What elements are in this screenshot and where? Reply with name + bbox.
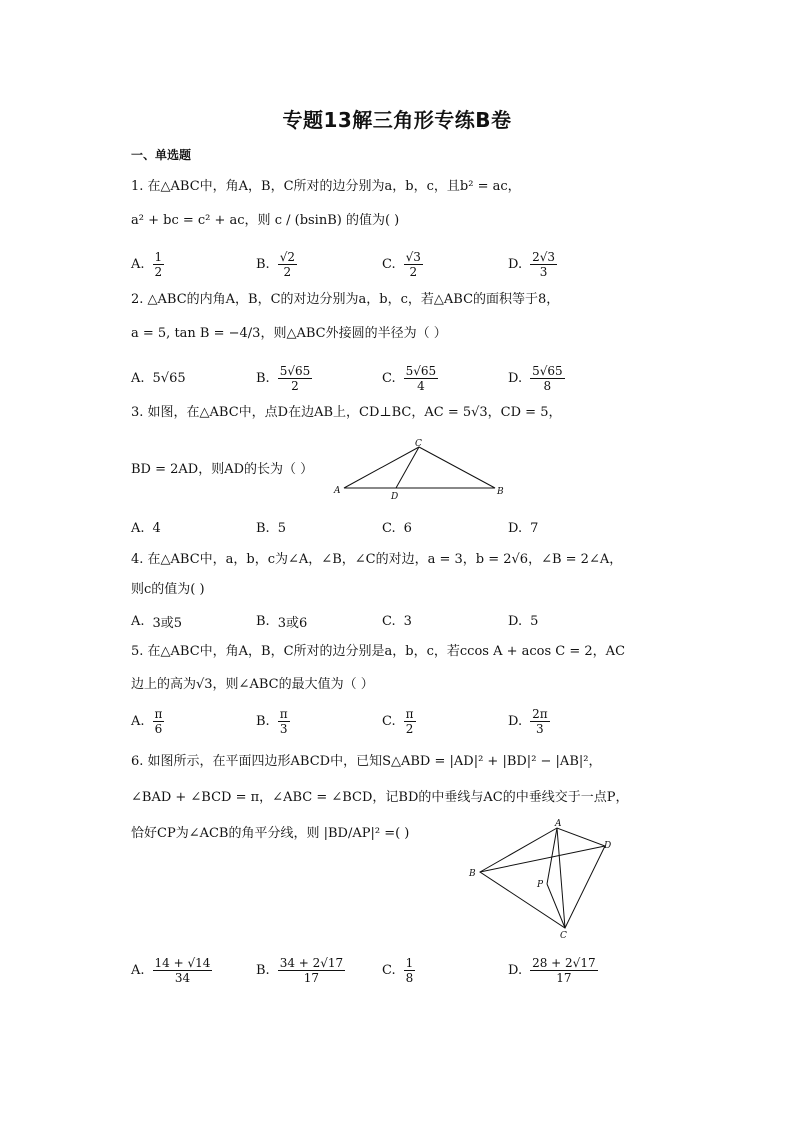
q3-option-c[interactable]: C. 6 (382, 520, 412, 536)
q3-option-d[interactable]: D. 7 (508, 520, 539, 536)
q3-label-c: C (415, 439, 422, 449)
q5-option-c[interactable]: C. $\frac{\pi}{2}$ (382, 706, 414, 736)
q3-options (131, 508, 691, 548)
q2-option-c[interactable]: C. $\frac{5√65}{4}$ (382, 363, 437, 393)
q2-line-2: a = 5, tan B = −4/3，则△ABC外接圆的半径为（ ） (131, 326, 447, 341)
q3-label-b: B (497, 487, 504, 497)
q3-line-2: BD = 2AD，则AD的长为（ ） (131, 462, 314, 477)
q3-option-a[interactable]: A. 4 (131, 520, 161, 536)
q6-label-p: P (537, 880, 544, 890)
q5-option-d[interactable]: D. $\frac{2\pi}{3}$ (508, 706, 548, 736)
q3-label-d: D (391, 492, 399, 502)
q1-line-1: 1. 在△ABC中，角A，B，C所对的边分别为a，b，c，且b² = ac， (131, 179, 521, 194)
q6-line-3: 恰好CP为∠ACB的角平分线，则 |BD/AP|² =( ) (131, 826, 410, 841)
q1-option-b[interactable]: B. $\frac{√2}{2}$ (256, 249, 295, 279)
q4-line-1: 4. 在△ABC中，a，b，c为∠A，∠B，∠C的对边，a = 3，b = 2√6，∠B = 2∠A， (131, 552, 623, 567)
q6-option-d[interactable]: D. $\frac{28 + 2√17}{17}$ (508, 955, 596, 985)
q5-options (131, 701, 691, 741)
q6-quadrilateral-figure (464, 816, 624, 942)
q1-line-2: a² + bc = c² + ac，则 c / (bsinB) 的值为( ) (131, 213, 400, 228)
q6-label-b: B (469, 869, 476, 879)
q5-option-b[interactable]: B. $\frac{\pi}{3}$ (256, 706, 288, 736)
q6-option-c[interactable]: C. $\frac{1}{8}$ (382, 955, 414, 985)
q6-option-a[interactable]: A. $\frac{14 + √14}{34}$ (131, 955, 211, 985)
q4-option-c[interactable]: C. 3 (382, 613, 412, 629)
q3-label-a: A (334, 486, 341, 496)
q6-option-b[interactable]: B. $\frac{34 + 2√17}{17}$ (256, 955, 344, 985)
q3-option-b[interactable]: B. 5 (256, 520, 286, 536)
q1-option-a[interactable]: A. $\frac{1}{2}$ (131, 249, 163, 279)
q6-label-d: D (604, 841, 612, 851)
q4-options (131, 601, 691, 641)
q3-line-1: 3. 如图，在△ABC中，点D在边AB上，CD⊥BC，AC = 5√3，CD = 5， (131, 405, 562, 420)
q6-options (131, 950, 691, 990)
q6-line-1: 6. 如图所示，在平面四边形ABCD中，已知S△ABD = |AD|² + |BD|² − |AB|²， (131, 754, 602, 769)
q2-option-b[interactable]: B. $\frac{5√65}{2}$ (256, 363, 311, 393)
page-title: 专题13解三角形专练B卷 (282, 108, 512, 132)
q2-option-a[interactable]: A. 5√65 (131, 370, 186, 386)
q6-line-2: ∠BAD + ∠BCD = π，∠ABC = ∠BCD，记BD的中垂线与AC的中垂线交于一点P， (131, 790, 629, 805)
q4-option-d[interactable]: D. 5 (508, 613, 539, 629)
q3-triangle-figure (330, 436, 510, 504)
q4-line-2: 则c的值为( ) (131, 582, 205, 597)
q5-option-a[interactable]: A. $\frac{\pi}{6}$ (131, 706, 163, 736)
q5-line-1: 5. 在△ABC中，角A，B，C所对的边分别是a，b，c，若ccos A + acos C = 2，AC (131, 644, 626, 659)
section-heading: 一、单选题 (131, 148, 192, 162)
q2-option-d[interactable]: D. $\frac{5√65}{8}$ (508, 363, 563, 393)
q6-label-a: A (555, 819, 562, 829)
q1-options (131, 244, 691, 284)
q2-line-1: 2. △ABC的内角A，B，C的对边分别为a，b，c，若△ABC的面积等于8， (131, 292, 560, 307)
q1-option-c[interactable]: C. $\frac{√3}{2}$ (382, 249, 421, 279)
q4-option-a[interactable]: A. 3或5 (131, 613, 183, 631)
q2-options (131, 358, 691, 398)
q6-label-c: C (560, 931, 567, 941)
q5-line-2: 边上的高为√3，则∠ABC的最大值为（ ） (131, 677, 374, 692)
q4-option-b[interactable]: B. 3或6 (256, 613, 308, 631)
q1-option-d[interactable]: D. $\frac{2√3}{3}$ (508, 249, 556, 279)
